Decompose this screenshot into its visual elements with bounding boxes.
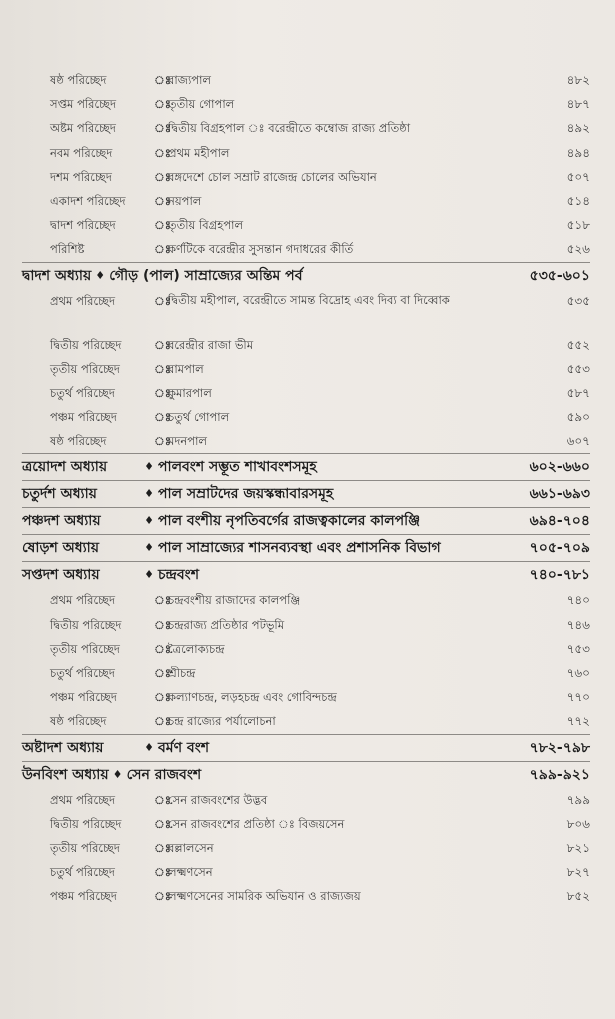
section-entry [22, 709, 590, 733]
separator: ঃ [154, 169, 171, 184]
chapter-label: চতুর্দশ অধ্যায় [22, 486, 97, 503]
section-label: চতুর্থ পরিচ্ছেদ [50, 385, 115, 400]
section-entry [22, 613, 590, 637]
section-label: ষষ্ঠ পরিচ্ছেদ [50, 714, 107, 729]
separator: ঃ [154, 434, 171, 449]
section-label: পঞ্চম পরিচ্ছেদ [50, 410, 117, 425]
section-entry [22, 405, 590, 429]
page-number: ৮২৭ [566, 865, 590, 880]
section-entry [22, 884, 590, 908]
section-entry [22, 661, 590, 685]
section-title: বরেন্দ্রীর রাজা ভীম [168, 337, 254, 352]
section-label: দশম পরিচ্ছেদ [50, 169, 112, 184]
chapter-title: সেন রাজবংশ [126, 766, 202, 783]
section-label: ষষ্ঠ পরিচ্ছেদ [50, 73, 107, 87]
separator: ঃ [154, 385, 171, 400]
page-range: ৭০৫-৭০৯ [529, 540, 590, 557]
chapter-title: পাল বংশীয় নৃপতিবর্গের রাজত্বকালের কালপঞ্জি [158, 513, 421, 530]
section-entry [22, 189, 590, 213]
section-label: প্রথম পরিচ্ছেদ [50, 792, 116, 807]
page-number: ৫৮৭ [566, 385, 590, 400]
page-range: ৭৯৯-৯২১ [529, 766, 590, 783]
section-title: ত্রৈলোক্যচন্দ্র [168, 641, 225, 656]
page-number: ৪৮৭ [566, 97, 590, 112]
page-range: ৭৮২-৭৯৮ [529, 739, 590, 756]
chapter-title: চন্দ্রবংশ [158, 567, 199, 584]
section-title: দ্বিতীয় বিগ্রহপাল ঃ বরেন্দ্রীতে কম্বোজ রাজ্য প্রতিষ্ঠা [168, 121, 411, 136]
section-label: দ্বাদশ পরিচ্ছেদ [50, 218, 116, 233]
section-title: মদনপাল [168, 434, 208, 449]
separator: ঃ [154, 617, 171, 632]
section-label: একাদশ পরিচ্ছেদ [50, 193, 126, 208]
page-number: ৪৮২ [566, 73, 590, 87]
section-entry [22, 637, 590, 661]
section-label: ষষ্ঠ পরিচ্ছেদ [50, 434, 107, 449]
separator: ঃ [154, 97, 171, 112]
page-number: ৭৭০ [566, 690, 590, 705]
section-label: দ্বিতীয় পরিচ্ছেদ [50, 617, 122, 632]
separator: ঃ [154, 816, 171, 831]
chapter-title: গৌড় (পাল) সাম্রাজ্যের অন্তিম পর্ব [109, 267, 303, 284]
page-number: ৭৬০ [566, 666, 590, 680]
section-label: চতুর্থ পরিচ্ছেদ [50, 865, 115, 880]
page-number: ৬০৭ [566, 434, 590, 449]
page-number: ৫১৪ [566, 193, 590, 208]
section-title: চন্দ্রবংশীয় রাজাদের কালপঞ্জি [168, 593, 301, 608]
section-label: দ্বিতীয় পরিচ্ছেদ [50, 816, 122, 831]
section-entry [22, 588, 590, 612]
diamond-bullet: ♦ [144, 514, 154, 528]
section-title: চন্দ্র রাজ্যের পর্যালোচনা [168, 714, 276, 729]
separator: ঃ [154, 218, 171, 233]
page-range: ৭৪০-৭৮১ [529, 567, 590, 584]
separator: ঃ [154, 690, 171, 705]
chapter-label: পঞ্চদশ অধ্যায় [22, 513, 101, 530]
page-number: ৭৪০ [566, 593, 590, 608]
section-entry [22, 237, 590, 261]
section-entry [22, 788, 590, 812]
section-title: লক্ষ্মণসেনের সামরিক অভিযান ও রাজ্যজয় [168, 889, 361, 904]
page-number: ৫১৮ [566, 218, 590, 233]
chapter-title: পাল সম্রাটদের জয়স্কন্ধাবারসমূহ [158, 486, 334, 503]
section-title: রামপাল [168, 361, 204, 376]
page-range: ৬০২-৬৬০ [529, 459, 590, 476]
section-label: পঞ্চম পরিচ্ছেদ [50, 889, 117, 904]
page-number: ৫৫৩ [566, 361, 590, 376]
separator: ঃ [154, 361, 171, 376]
page-number: ৫০৭ [566, 169, 590, 184]
section-entry [22, 860, 590, 884]
section-entry [22, 812, 590, 836]
chapter-title: বর্মণ বংশ [158, 739, 210, 756]
chapter-entry [22, 454, 590, 480]
section-label: সপ্তম পরিচ্ছেদ [50, 97, 117, 112]
chapter-entry [22, 562, 590, 588]
section-title: তৃতীয় গোপাল [168, 97, 235, 112]
section-label: প্রথম পরিচ্ছেদ [50, 593, 116, 608]
section-label: তৃতীয় পরিচ্ছেদ [50, 840, 120, 855]
section-entry [22, 165, 590, 189]
page-range: ৫৩৫-৬০১ [529, 267, 590, 284]
chapter-entry [22, 263, 590, 289]
page-number: ৫৫২ [566, 337, 590, 352]
section-label: পরিশিষ্ট [50, 242, 85, 257]
section-entry [22, 836, 590, 860]
chapter-label: সপ্তদশ অধ্যায় [22, 567, 100, 584]
section-entry [22, 116, 590, 140]
separator: ঃ [154, 641, 171, 656]
diamond-bullet: ♦ [144, 541, 154, 555]
section-title: নয়পাল [168, 193, 202, 208]
page-number: ৫২৬ [566, 242, 590, 257]
chapter-entry [22, 508, 590, 534]
section-title: বঙ্গদেশে চোল সম্রাট রাজেন্দ্র চোলের অভিযান [168, 169, 377, 184]
section-title: সেন রাজবংশের প্রতিষ্ঠা ঃ বিজয়সেন [168, 816, 345, 831]
section-label: দ্বিতীয় পরিচ্ছেদ [50, 337, 122, 352]
section-title: চন্দ্ররাজ্য প্রতিষ্ঠার পটভূমি [168, 617, 285, 632]
section-title: কল্যাণচন্দ্র, লড়হচন্দ্র এবং গোবিন্দচন্দ্র [168, 690, 337, 705]
section-title: রাজ্যপাল [168, 73, 211, 87]
section-title: তৃতীয় বিগ্রহপাল [168, 218, 244, 233]
section-entry [22, 357, 590, 381]
chapter-entry [22, 762, 590, 788]
chapter-label: ষোড়শ অধ্যায় [22, 540, 99, 557]
section-label: তৃতীয় পরিচ্ছেদ [50, 641, 120, 656]
diamond-bullet: ♦ [144, 740, 154, 754]
page-number: ৪৯৪ [566, 145, 590, 160]
separator: ঃ [154, 840, 171, 855]
separator: ঃ [154, 792, 171, 807]
separator: ঃ [154, 293, 171, 308]
page-range: ৬৯৪-৭০৪ [529, 513, 590, 530]
page-number: ৭৪৬ [566, 617, 590, 632]
section-entry [22, 381, 590, 405]
separator: ঃ [154, 865, 171, 880]
separator: ঃ [154, 593, 171, 608]
chapter-label: অষ্টাদশ অধ্যায় [22, 739, 104, 756]
separator: ঃ [154, 145, 171, 160]
diamond-bullet: ♦ [112, 767, 123, 781]
chapter-label: উনবিংশ অধ্যায় [22, 766, 109, 783]
chapter-entry [22, 535, 590, 561]
section-label: অষ্টম পরিচ্ছেদ [50, 121, 116, 136]
chapter-entry [22, 481, 590, 507]
page-number: ৫৯০ [566, 410, 590, 425]
separator: ঃ [154, 714, 171, 729]
section-title: প্রথম মহীপাল [168, 145, 230, 160]
section-title: দ্বিতীয় মহীপাল, বরেন্দ্রীতে সামন্ত বিদ্রোহ এবং দিব্য বা দিব্বোক [168, 292, 450, 307]
table-of-contents [22, 68, 590, 909]
section-label: পঞ্চম পরিচ্ছেদ [50, 690, 117, 705]
section-title: সেন রাজবংশের উদ্ভব [168, 792, 268, 807]
page-number: ৭৯৯ [566, 792, 590, 807]
section-title: কর্ণটিকে বরেন্দ্রীর সুসন্তান গদাধরের কীর্তি [168, 242, 354, 257]
section-label: তৃতীয় পরিচ্ছেদ [50, 361, 120, 376]
section-label: চতুর্থ পরিচ্ছেদ [50, 666, 115, 680]
separator: ঃ [154, 337, 171, 352]
section-entry [22, 333, 590, 357]
chapter-title: পাল সাম্রাজ্যের শাসনব্যবস্থা এবং প্রশাসনিক বিভাগ [158, 540, 441, 557]
diamond-bullet: ♦ [144, 568, 154, 582]
separator: ঃ [154, 410, 171, 425]
page-number: ৮২১ [566, 840, 590, 855]
page-number: ৫৩৫ [566, 293, 590, 308]
diamond-bullet: ♦ [95, 268, 106, 282]
section-label: নবম পরিচ্ছেদ [50, 145, 113, 160]
section-label: প্রথম পরিচ্ছেদ [50, 293, 116, 308]
page-number: ৭৫৩ [566, 641, 590, 656]
separator: ঃ [154, 193, 171, 208]
section-title: চতুর্থ গোপাল [168, 410, 230, 425]
section-entry [22, 68, 590, 92]
separator: ঃ [154, 121, 171, 136]
page-number: ৮৫২ [566, 889, 590, 904]
section-title: বল্লালসেন [168, 840, 214, 855]
chapter-entry [22, 735, 590, 761]
section-title: লক্ষ্মণসেন [168, 865, 213, 880]
page-range: ৬৬১-৬৯৩ [529, 486, 590, 503]
separator: ঃ [154, 889, 171, 904]
page-number: ৮০৬ [566, 816, 590, 831]
diamond-bullet: ♦ [144, 487, 154, 501]
section-entry [22, 429, 590, 453]
separator: ঃ [154, 73, 171, 87]
section-title: শ্রীচন্দ্র [168, 666, 196, 680]
diamond-bullet: ♦ [144, 460, 154, 474]
section-entry [22, 141, 590, 165]
section-entry [22, 289, 590, 333]
chapter-label: ত্রয়োদশ অধ্যায় [22, 459, 108, 476]
section-entry [22, 685, 590, 709]
page-number: ৪৯২ [566, 121, 590, 136]
section-entry [22, 213, 590, 237]
chapter-label: দ্বাদশ অধ্যায় [22, 267, 92, 284]
section-entry [22, 92, 590, 116]
page-number: ৭৭২ [566, 714, 590, 729]
separator: ঃ [154, 666, 171, 680]
chapter-title: পালবংশ সম্ভূত শাখাবংশসমূহ [158, 459, 317, 476]
section-title: কুমারপাল [168, 385, 212, 400]
separator: ঃ [154, 242, 171, 257]
